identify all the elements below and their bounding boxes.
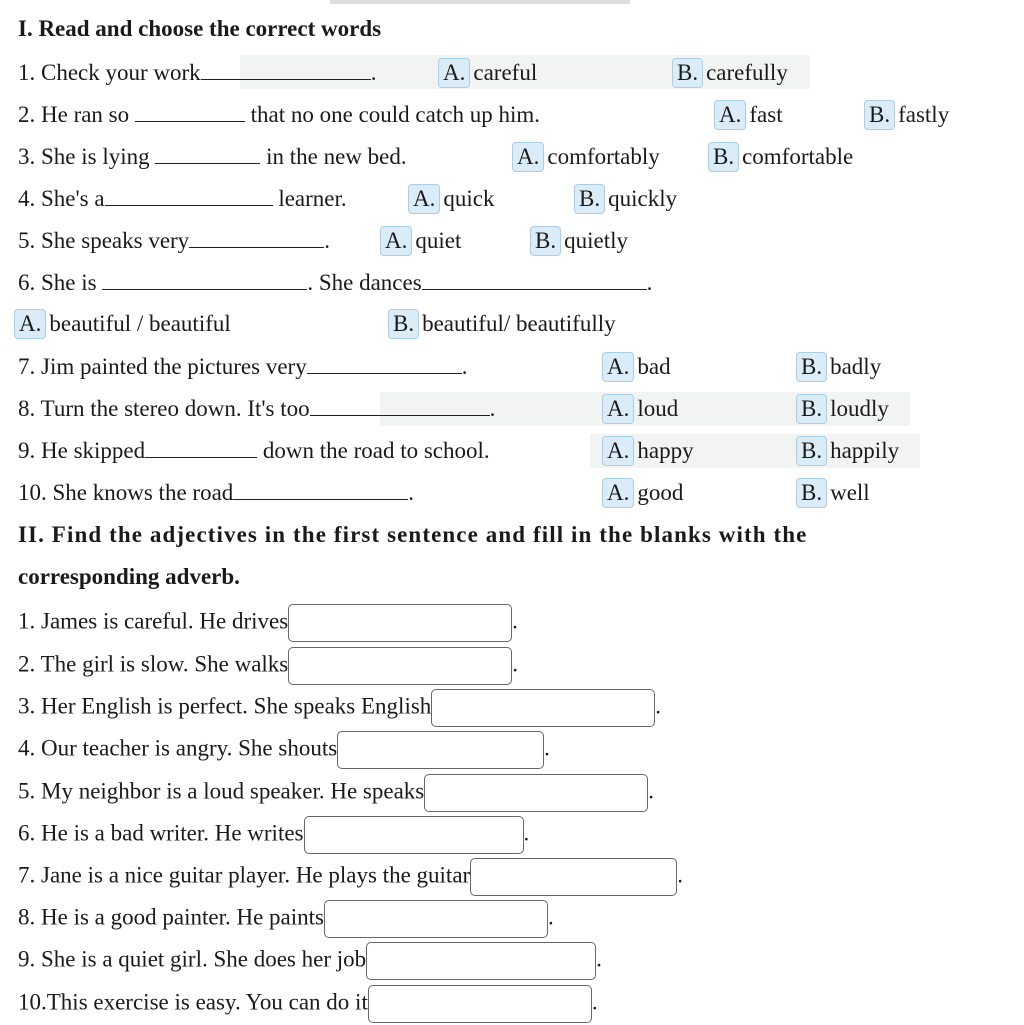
s1-item-6: 6. She is . She dances . [18, 270, 653, 295]
answer-box[interactable] [424, 774, 648, 812]
cropped-top-text [330, 0, 630, 4]
s2-item-4: 4. Our teacher is angry. She shouts . [18, 731, 550, 769]
answer-box[interactable] [368, 985, 592, 1023]
s1-item-10-option-a[interactable]: A. good [602, 478, 683, 508]
s1-item-6-option-b[interactable]: B. beautiful/ beautifully [388, 309, 616, 339]
s2-item-5: 5. My neighbor is a loud speaker. He speaks . [18, 774, 654, 812]
s1-item-7-option-a[interactable]: A. bad [602, 352, 671, 382]
answer-blank[interactable] [189, 229, 324, 248]
answer-blank[interactable] [145, 439, 257, 458]
s1-item-5: 5. She speaks very . [18, 228, 330, 253]
s2-item-10: 10.This exercise is easy. You can do it . [18, 985, 598, 1023]
s2-item-2: 2. The girl is slow. She walks . [18, 647, 518, 685]
s1-item-9-option-b[interactable]: B. happily [796, 436, 899, 466]
s2-item-3: 3. Her English is perfect. She speaks English . [18, 689, 661, 727]
s1-item-3: 3. She is lying in the new bed. [18, 144, 407, 169]
s1-item-2-option-a[interactable]: A. fast [714, 100, 783, 130]
s1-item-1-option-b[interactable]: B. carefully [672, 58, 788, 88]
s1-item-10-option-b[interactable]: B. well [796, 478, 870, 508]
s2-item-9: 9. She is a quiet girl. She does her job . [18, 942, 602, 980]
answer-blank[interactable] [201, 61, 371, 80]
answer-blank[interactable] [307, 355, 462, 374]
answer-box[interactable] [431, 689, 655, 727]
s1-item-2-option-b[interactable]: B. fastly [864, 100, 949, 130]
s1-item-8: 8. Turn the stereo down. It's too . [18, 396, 496, 421]
s1-item-1: 1. Check your work . [18, 60, 377, 85]
section1-heading: I. Read and choose the correct words [18, 16, 382, 41]
s2-item-7: 7. Jane is a nice guitar player. He plays the guitar . [18, 858, 683, 896]
s1-item-7-option-b[interactable]: B. badly [796, 352, 881, 382]
answer-box[interactable] [470, 858, 677, 896]
s1-item-3-option-b[interactable]: B. comfortable [708, 142, 853, 172]
s1-item-9-option-a[interactable]: A. happy [602, 436, 694, 466]
answer-box[interactable] [366, 942, 596, 980]
answer-blank[interactable] [310, 397, 490, 416]
answer-blank[interactable] [135, 103, 245, 122]
answer-box[interactable] [337, 731, 544, 769]
s1-item-4-option-a[interactable]: A. quick [408, 184, 494, 214]
s1-item-5-option-a[interactable]: A. quiet [380, 226, 461, 256]
s1-item-10: 10. She knows the road . [18, 480, 415, 505]
answer-box[interactable] [288, 647, 512, 685]
answer-blank[interactable] [102, 271, 307, 290]
answer-box[interactable] [324, 900, 548, 938]
s1-item-9: 9. He skipped down the road to school. [18, 438, 490, 463]
s1-item-5-option-b[interactable]: B. quietly [530, 226, 628, 256]
answer-blank[interactable] [105, 187, 273, 206]
s2-item-8: 8. He is a good painter. He paints . [18, 900, 554, 938]
s2-item-1: 1. James is careful. He drives . [18, 604, 518, 642]
s1-item-2: 2. He ran so that no one could catch up him. [18, 102, 540, 127]
s1-item-4-option-b[interactable]: B. quickly [574, 184, 677, 214]
answer-blank[interactable] [422, 271, 647, 290]
answer-box[interactable] [304, 816, 524, 854]
s1-item-8-option-a[interactable]: A. loud [602, 394, 678, 424]
s1-item-1-option-a[interactable]: A. careful [438, 58, 537, 88]
answer-blank[interactable] [233, 481, 408, 500]
answer-box[interactable] [288, 604, 512, 642]
section2-heading-cont: corresponding adverb. [18, 564, 240, 589]
s1-item-4: 4. She's a learner. [18, 186, 347, 211]
s1-item-3-option-a[interactable]: A. comfortably [512, 142, 660, 172]
s1-item-6-option-a[interactable]: A. beautiful / beautiful [14, 309, 231, 339]
section2-heading: II. Find the adjectives in the first sentence and fill in the blanks with the [18, 522, 808, 547]
answer-blank[interactable] [155, 145, 260, 164]
s1-item-8-option-b[interactable]: B. loudly [796, 394, 889, 424]
s2-item-6: 6. He is a bad writer. He writes . [18, 816, 529, 854]
s1-item-7: 7. Jim painted the pictures very . [18, 354, 468, 379]
